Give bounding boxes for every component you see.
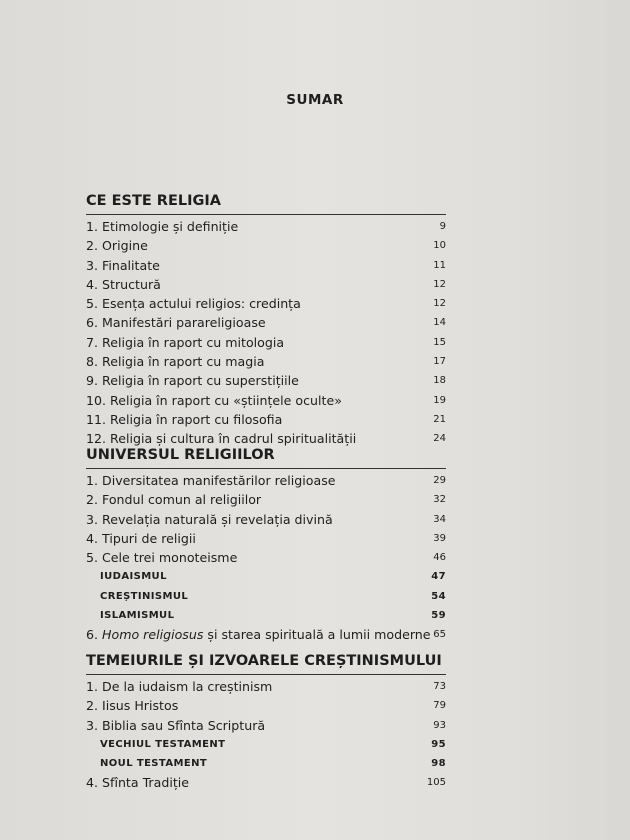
entry-page: 65 — [433, 629, 446, 641]
toc-subentry[interactable] — [86, 735, 446, 754]
toc-entry[interactable] — [86, 275, 446, 294]
entry-label: NOUL TESTAMENT — [100, 758, 208, 770]
entry-label: 2. Iisus Hristos — [86, 698, 179, 714]
entry-label: 4. Sfînta Tradiție — [86, 775, 189, 791]
entry-label: 4. Tipuri de religii — [86, 530, 196, 546]
entry-label-italic: Homo religiosus — [102, 627, 204, 643]
entry-label: 11. Religia în raport cu filosofia — [86, 411, 283, 427]
toc-entry[interactable] — [86, 391, 446, 410]
toc-entry[interactable] — [86, 471, 446, 490]
toc-entry[interactable] — [86, 716, 446, 735]
entry-page: 21 — [433, 413, 446, 425]
entry-page: 12 — [433, 278, 446, 290]
entry-page: 79 — [433, 700, 446, 712]
toc-entry[interactable] — [86, 236, 446, 255]
toc-entry[interactable] — [86, 256, 446, 275]
entry-page: 29 — [433, 475, 446, 486]
toc-subentry[interactable] — [86, 606, 446, 625]
entry-label: 12. Religia și cultura în cadrul spiritualității — [86, 431, 357, 447]
entry-label: 5. Esența actului religios: credința — [86, 296, 301, 312]
toc-subentry[interactable] — [86, 567, 446, 586]
toc-subentry[interactable] — [86, 587, 446, 606]
entry-label: ISLAMISMUL — [100, 610, 175, 622]
section-universul-religiilor — [86, 444, 446, 645]
entry-page: 59 — [431, 610, 446, 622]
section-rule — [86, 214, 446, 215]
entry-label-suffix: și starea spirituală a lumii moderne — [203, 627, 431, 643]
entry-page: 98 — [431, 758, 446, 770]
entry-page: 18 — [433, 375, 446, 387]
entry-label: 5. Cele trei monoteisme — [86, 550, 238, 566]
entry-label: 4. Structură — [86, 276, 161, 292]
toc-entry[interactable] — [86, 677, 446, 696]
entry-label: IUDAISMUL — [100, 571, 167, 583]
toc-entry[interactable] — [86, 352, 446, 371]
toc-entry[interactable] — [86, 410, 446, 429]
entry-page: 54 — [431, 590, 446, 602]
page-title: SUMAR — [286, 92, 344, 108]
entry-page: 10 — [433, 240, 446, 252]
entry-page: 47 — [431, 571, 446, 583]
entry-page: 9 — [439, 221, 446, 232]
entry-page: 19 — [433, 394, 446, 406]
entry-label: 2. Origine — [86, 238, 148, 254]
entry-page: 46 — [433, 552, 446, 564]
entry-label: 9. Religia în raport cu superstițiile — [86, 373, 299, 389]
toc-entry[interactable] — [86, 529, 446, 548]
toc-entry[interactable] — [86, 625, 446, 644]
entry-page: 39 — [433, 532, 446, 544]
section-heading: UNIVERSUL RELIGIILOR — [86, 447, 275, 463]
section-ce-este-religia — [86, 190, 446, 449]
toc-subentry[interactable] — [86, 754, 446, 773]
entry-label: 7. Religia în raport cu mitologia — [86, 334, 285, 350]
entry-label: 3. Biblia sau Sfînta Scriptură — [86, 717, 266, 733]
entry-label-prefix: 6. — [86, 627, 103, 643]
entry-page: 12 — [433, 298, 446, 310]
entry-page: 73 — [433, 681, 446, 692]
toc-entry[interactable] — [86, 773, 446, 792]
entry-label: 10. Religia în raport cu «științele oculte» — [86, 392, 342, 408]
entry-page: 17 — [433, 356, 446, 368]
entry-label: 1. Diversitatea manifestărilor religioase — [86, 473, 336, 488]
entry-label: 3. Finalitate — [86, 257, 160, 273]
toc-entry[interactable] — [86, 548, 446, 567]
section-temeiurile-crestinismului — [86, 650, 446, 793]
entry-page: 34 — [433, 513, 446, 525]
entry-page: 14 — [433, 317, 446, 329]
entry-page: 15 — [433, 336, 446, 348]
toc-entry[interactable] — [86, 217, 446, 236]
entry-label: 8. Religia în raport cu magia — [86, 354, 265, 370]
toc-entry[interactable] — [86, 696, 446, 715]
entry-page: 95 — [431, 738, 446, 750]
entry-page: 24 — [433, 433, 446, 445]
entry-page: 32 — [433, 494, 446, 506]
entry-label: 2. Fondul comun al religiilor — [86, 492, 262, 508]
section-heading: TEMEIURILE ȘI IZVOARELE CREȘTINISMULUI — [86, 653, 442, 669]
toc-entry[interactable] — [86, 333, 446, 352]
entry-label: 6. Manifestări parareligioase — [86, 315, 266, 331]
toc-entry[interactable] — [86, 294, 446, 313]
entry-page: 93 — [433, 719, 446, 731]
entry-label: 3. Revelația naturală și revelația divină — [86, 511, 333, 527]
section-rule — [86, 468, 446, 469]
entry-page: 105 — [426, 777, 446, 789]
entry-label: 1. De la iudaism la creștinism — [86, 679, 273, 694]
entry-page: 11 — [433, 259, 446, 271]
toc-entry[interactable] — [86, 313, 446, 332]
entry-label: CREȘTINISMUL — [100, 590, 189, 602]
toc-entry[interactable] — [86, 490, 446, 509]
entry-label: 1. Etimologie și definiție — [86, 219, 239, 234]
toc-entry[interactable] — [86, 510, 446, 529]
section-heading: CE ESTE RELIGIA — [86, 193, 222, 209]
show-through-shadow — [505, 0, 630, 840]
section-rule — [86, 674, 446, 675]
entry-label: VECHIUL TESTAMENT — [100, 738, 226, 750]
toc-entry[interactable] — [86, 371, 446, 390]
